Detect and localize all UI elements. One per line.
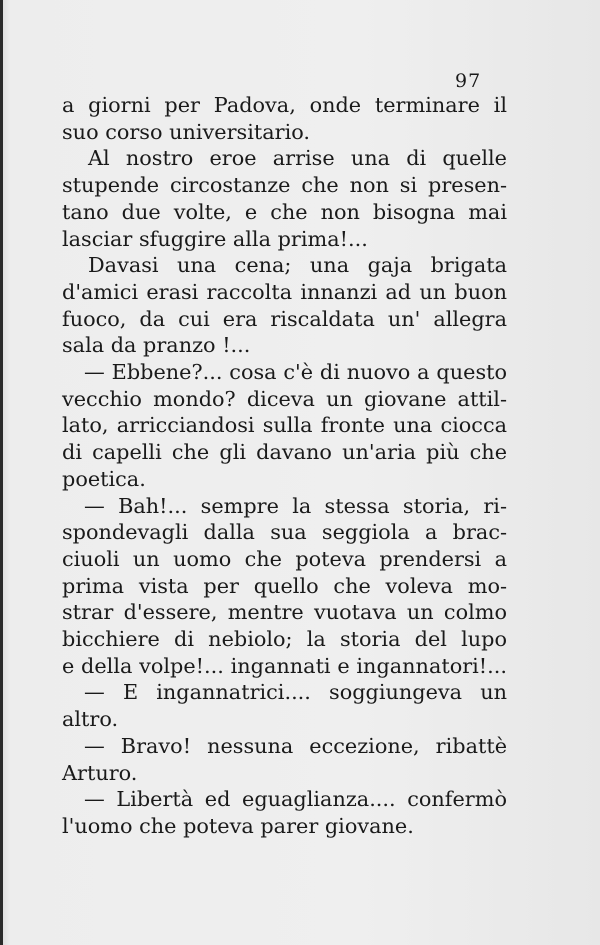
text-line: — Bravo! nessuna eccezione, ribattè bbox=[84, 733, 507, 758]
text-line: poetica. bbox=[62, 466, 146, 491]
text-line: Al nostro eroe arrise una di quelle bbox=[88, 146, 507, 171]
text-line: — Ebbene?... cosa c'è di nuovo a questo bbox=[84, 360, 507, 385]
page-spine-edge bbox=[0, 0, 3, 945]
text-line: ciuoli un uomo che poteva prendersi a bbox=[62, 546, 507, 571]
text-line: altro. bbox=[62, 707, 119, 732]
page-number: 97 bbox=[455, 70, 482, 92]
text-line: vecchio mondo? diceva un giovane attil- bbox=[62, 386, 507, 411]
text-line: stupende circostanze che non si presen- bbox=[62, 173, 507, 198]
text-line: — Libertà ed eguaglianza.... confermò bbox=[84, 787, 507, 812]
text-line: prima vista per quello che voleva mo- bbox=[62, 573, 507, 598]
text-line: d'amici erasi raccolta innanzi ad un buon bbox=[62, 279, 507, 304]
text-line: strar d'essere, mentre vuotava un colmo bbox=[62, 600, 507, 625]
text-line: Davasi una cena; una gaja brigata bbox=[88, 253, 507, 278]
text-line: lasciar sfuggire alla prima!... bbox=[62, 226, 368, 251]
text-line: Arturo. bbox=[62, 760, 138, 785]
text-line: — E ingannatrici.... soggiungeva un bbox=[84, 680, 507, 705]
text-line: lato, arricciandosi sulla fronte una ciocca bbox=[62, 413, 507, 438]
text-line: spondevagli dalla sua seggiola a brac- bbox=[62, 520, 507, 545]
text-line: bicchiere di nebiolo; la storia del lupo bbox=[62, 627, 507, 652]
text-line: l'uomo che poteva parer giovane. bbox=[62, 813, 414, 838]
text-line: — Bah!... sempre la stessa storia, ri- bbox=[84, 493, 507, 518]
text-line: suo corso universitario. bbox=[62, 119, 310, 144]
page-text bbox=[62, 92, 507, 840]
text-line: sala da pranzo !... bbox=[62, 333, 251, 358]
text-line: e della volpe!... ingannati e ingannatori!... bbox=[62, 653, 507, 678]
text-line: di capelli che gli davano un'aria più che bbox=[62, 440, 507, 465]
text-line: fuoco, da cui era riscaldata un' allegra bbox=[62, 306, 507, 331]
text-line: tano due volte, e che non bisogna mai bbox=[62, 199, 507, 224]
text-line: a giorni per Padova, onde terminare il bbox=[62, 93, 507, 117]
